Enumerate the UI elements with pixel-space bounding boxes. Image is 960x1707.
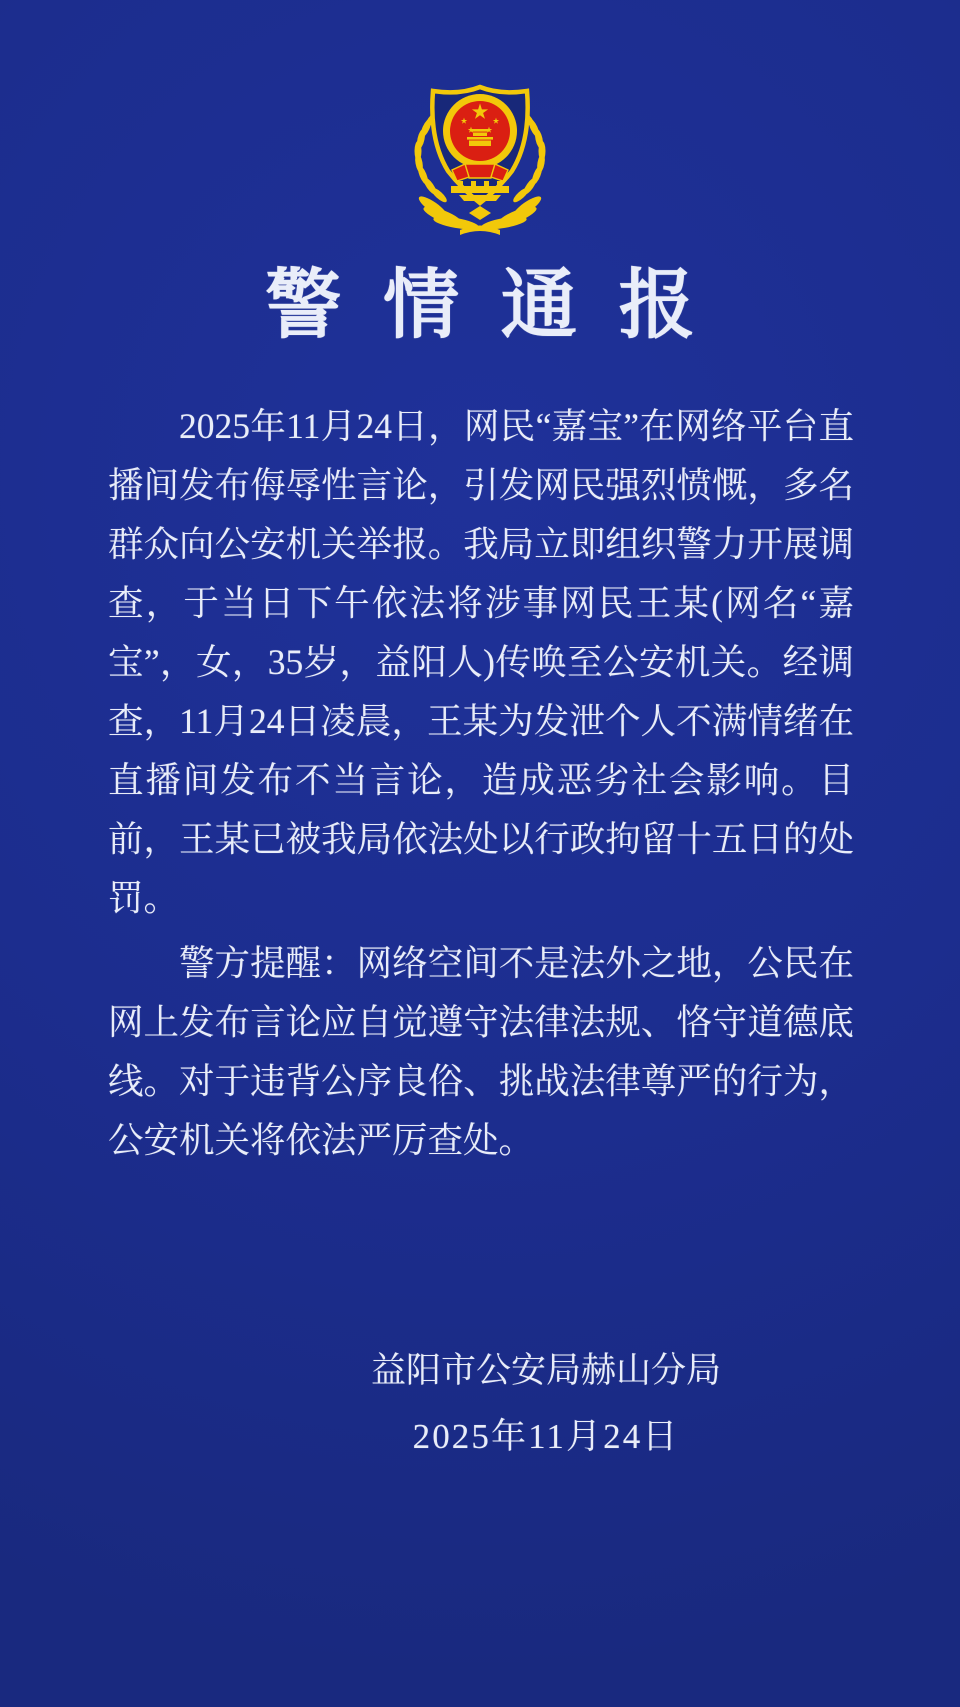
notice-paragraph-1: 2025年11月24日，网民“嘉宝”在网络平台直播间发布侮辱性言论，引发网民强烈愤慨，多名群众向公安机关举报。我局立即组织警力开展调查，于当日下午依法将涉事网民王某(网名“嘉宝”，女，35岁，益阳人)传唤至公安机关。经调查，11月24日凌晨，王某为发泄个人不满情绪在直播间发布不当言论，造成恶劣社会影响。目前，王某已被我局依法处以行政拘留十五日的处罚。 bbox=[108, 406, 854, 918]
signature-block bbox=[66, 1350, 960, 1458]
notice-paragraph-2: 警方提醒：网络空间不是法外之地，公民在网上发布言论应自觉遵守法律法规、恪守道德底线。对于违背公序良俗、挑战法律尊严的行为，公安机关将依法严厉查处。 bbox=[108, 943, 854, 1160]
notice-body bbox=[108, 397, 854, 1170]
issue-date: 2025年11月24日 bbox=[412, 1417, 680, 1456]
notice-title: 警情通报 bbox=[265, 264, 737, 348]
issuing-agency: 益阳市公安局赫山分局 bbox=[370, 1351, 721, 1390]
police-badge-icon bbox=[404, 82, 556, 236]
police-badge-emblem bbox=[404, 82, 556, 236]
